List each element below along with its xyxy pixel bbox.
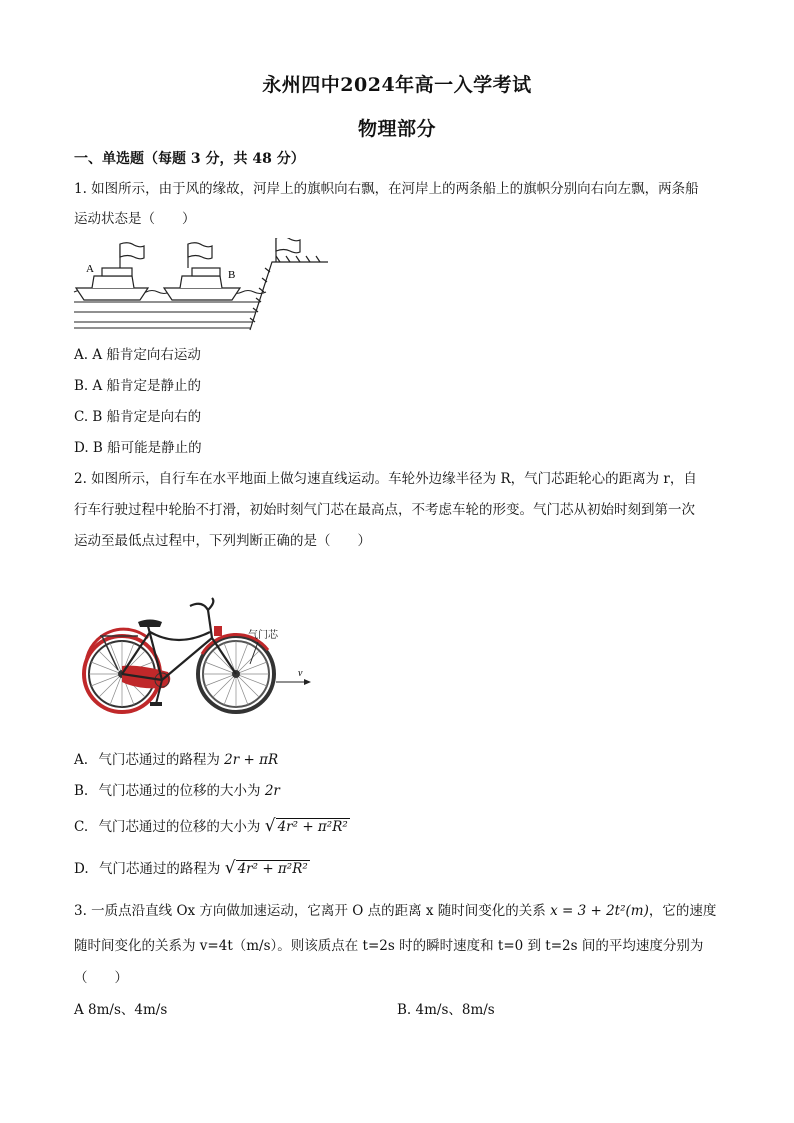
- q1-option-b: B. A 船肯定是静止的: [74, 378, 202, 394]
- q2-option-b-math: 2r: [264, 783, 280, 799]
- q2-option-d-label: D.: [74, 861, 89, 877]
- sqrt-sign-c: √: [264, 816, 276, 836]
- q3-stem-line1: [74, 899, 716, 919]
- q2-option-b: [74, 779, 280, 799]
- q2-option-d-text: 气门芯通过的路程为: [98, 861, 221, 877]
- q2-option-c-text: 气门芯通过的位移的大小为: [98, 819, 261, 835]
- river-bank: [250, 238, 328, 330]
- q1-option-d: D. B 船可能是静止的: [74, 440, 202, 456]
- boat-a-label: A: [86, 263, 94, 275]
- q2-option-d-math: 4r² + π²R²: [237, 861, 308, 877]
- q3-stem-line3: （ ）: [74, 970, 128, 986]
- q2-option-b-text: 气门芯通过的位移的大小为: [98, 783, 261, 799]
- q2-option-a-text: 气门芯通过的路程为: [98, 752, 220, 768]
- q2-option-c-math: 4r² + π²R²: [277, 819, 348, 835]
- q2-option-b-label: B.: [74, 783, 89, 799]
- q2-option-a: [74, 748, 278, 768]
- exam-subtitle: 物理部分: [357, 118, 436, 140]
- q3-stem-formula: x = 3 + 2t²(m): [550, 903, 649, 919]
- q2-bicycle-figure: [78, 592, 318, 716]
- q3-stem-line1b: ，它的速度: [648, 903, 717, 919]
- q2-option-c-label: C.: [74, 819, 89, 835]
- q1-boats-figure: [70, 238, 332, 334]
- q2-option-c: [74, 815, 350, 836]
- q3-option-b: B. 4m/s、8m/s: [397, 1002, 495, 1018]
- q2-stem-line2: 行车行驶过程中轮胎不打滑，初始时刻气门芯在最高点，不考虑车轮的形变。气门芯从初始时刻到第一次: [74, 502, 695, 518]
- q2-option-d: [74, 857, 310, 878]
- q2-option-a-label: A.: [74, 752, 89, 768]
- q3-stem-line2: 随时间变化的关系为 v=4t（m/s）。则该质点在 t=2s 时的瞬时速度和 t=0 到 t=2s 间的平均速度分别为: [74, 938, 704, 954]
- boat-b-label: B: [228, 269, 236, 281]
- q1-option-c: C. B 船肯定是向右的: [74, 409, 202, 425]
- velocity-label: v: [298, 668, 303, 679]
- q2-stem-line3: 运动至最低点过程中，下列判断正确的是（ ）: [74, 533, 371, 549]
- q1-option-a: A. A 船肯定向右运动: [74, 347, 201, 363]
- exam-title: 永州四中2024年高一入学考试: [262, 74, 532, 96]
- q3-option-a: A 8m/s、4m/s: [74, 1002, 168, 1018]
- q3-stem-line1a: 3. 一质点沿直线 Ox 方向做加速运动，它离开 O 点的距离 x 随时间变化的关系: [74, 903, 546, 919]
- q2-stem-line1: 2. 如图所示，自行车在水平地面上做匀速直线运动。车轮外边缘半径为 R，气门芯距轮心的距离为 r，自: [74, 471, 697, 487]
- q2-option-a-math: 2r + πR: [224, 752, 279, 768]
- valve-label: 气门芯: [248, 630, 278, 641]
- section-heading: 一、单选题（每题 3 分，共 48 分）: [74, 151, 305, 167]
- q1-stem-line1: 1. 如图所示，由于风的缘故，河岸上的旗帜向右飘，在河岸上的两条船上的旗帜分别向右向左飘，两条船: [74, 181, 699, 197]
- q1-stem-line2: 运动状态是（ ）: [74, 211, 196, 227]
- sqrt-sign-d: √: [224, 858, 236, 878]
